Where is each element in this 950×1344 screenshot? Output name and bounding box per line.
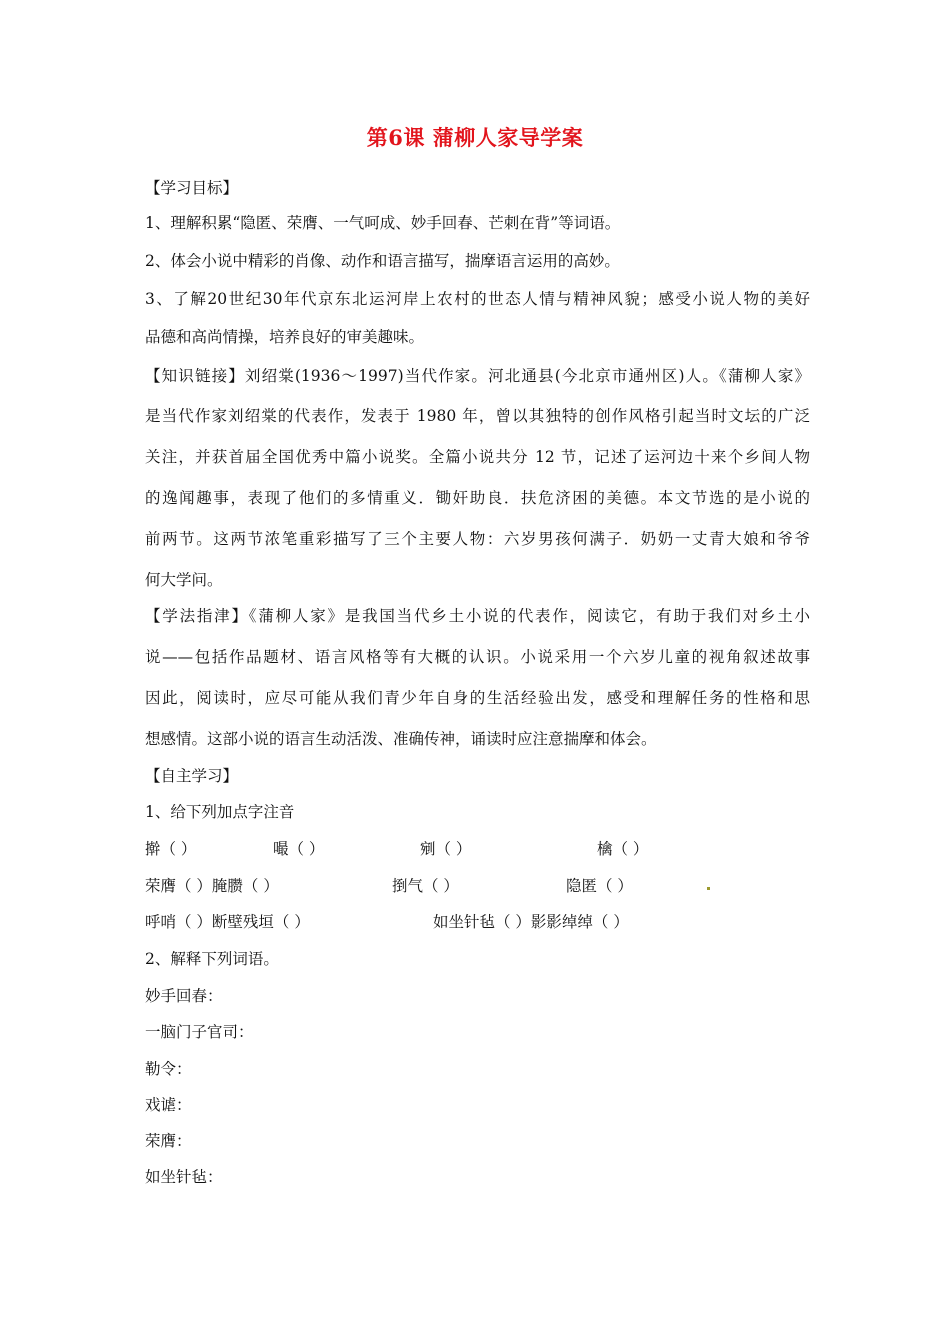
question-1: 1、给下列加点字注音 — [145, 803, 295, 821]
term-item: 荣膺： — [145, 1132, 192, 1150]
knowledge-line: 是当代作家刘绍棠的代表作，发表于 1980 年，曾以其独特的创作风格引起当时文坛的广泛 — [145, 407, 810, 425]
term-item: 戏谑： — [145, 1096, 192, 1114]
pinyin-blank: 檎（ ） — [597, 840, 649, 858]
pinyin-blank: 荣膺（ ）腌臜（ ） — [145, 877, 279, 895]
method-line: 因此，阅读时，应尽可能从我们青少年自身的生活经验出发，感受和理解任务的性格和思 — [145, 689, 810, 707]
knowledge-line: 关注，并获首届全国优秀中篇小说奖。全篇小说共分 12 节，记述了运河边十来个乡间人物 — [145, 448, 810, 466]
pinyin-blank: 隐匿（ ） — [566, 877, 633, 895]
method-line: 说——包括作品题材、语言风格等有大概的认识。小说采用一个六岁儿童的视角叙述故事 — [145, 648, 810, 666]
method-line: 想感情。这部小说的语言生动活泼、准确传神，诵读时应注意揣摩和体会。 — [145, 730, 657, 748]
objective-item: 品德和高尚情操，培养良好的审美趣味。 — [145, 328, 425, 346]
objective-item: 3、了解20世纪30年代京东北运河岸上农村的世态人情与精神风貌；感受小说人物的美好 — [145, 290, 810, 308]
pinyin-blank: 捯气（ ） — [392, 877, 459, 895]
knowledge-line: 前两节。这两节浓笔重彩描写了三个主要人物：六岁男孩何满子．奶奶一丈青大娘和爷爷 — [145, 530, 810, 548]
term-item: 一脑门子官司： — [145, 1023, 254, 1041]
pinyin-blank: 如坐针毡（ ）影影绰绰（ ） — [433, 913, 629, 931]
term-item: 妙手回春： — [145, 987, 223, 1005]
self-study-heading: 【自主学习】 — [145, 767, 239, 785]
page-title: 第6课 蒲柳人家导学案 — [366, 125, 584, 150]
method-line: 【学法指津】《蒲柳人家》是我国当代乡土小说的代表作，阅读它，有助于我们对乡土小 — [145, 607, 810, 625]
term-item: 如坐针毡： — [145, 1168, 223, 1186]
pinyin-blank: 嘬（ ） — [273, 840, 325, 858]
stray-mark — [707, 887, 710, 890]
pinyin-blank: 剜（ ） — [420, 840, 472, 858]
term-item: 勒令： — [145, 1060, 192, 1078]
knowledge-line: 的逸闻趣事，表现了他们的多情重义．锄奸助良．扶危济困的美德。本文节选的是小说的 — [145, 489, 810, 507]
knowledge-line: 【知识链接】刘绍棠(1936～1997)当代作家。河北通县(今北京市通州区)人。《蒲柳人家》 — [145, 367, 810, 385]
objective-item: 2、体会小说中精彩的肖像、动作和语言描写，揣摩语言运用的高妙。 — [145, 252, 620, 270]
pinyin-blank: 呼哨（ ）断壁残垣（ ） — [145, 913, 310, 931]
objective-item: 1、理解积累“隐匿、荣膺、一气呵成、妙手回春、芒刺在背”等词语。 — [145, 214, 621, 232]
knowledge-line: 何大学问。 — [145, 571, 223, 589]
question-2: 2、解释下列词语。 — [145, 950, 279, 968]
pinyin-blank: 擀（ ） — [145, 840, 197, 858]
objectives-heading: 【学习目标】 — [145, 179, 239, 197]
